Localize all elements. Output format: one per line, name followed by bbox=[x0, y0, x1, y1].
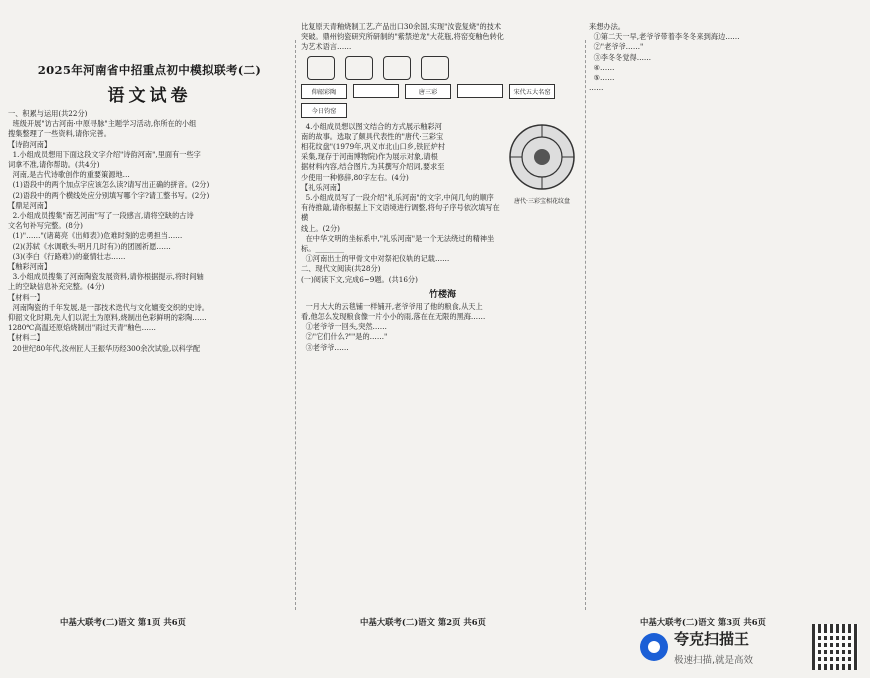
sancai-plate-image bbox=[507, 122, 577, 192]
pottery-icon bbox=[307, 56, 335, 80]
timeline-item: 仰韶彩陶 bbox=[301, 84, 347, 99]
plate-caption: 唐代·三彩宝相花纹盘 bbox=[514, 197, 570, 205]
page-3 bbox=[589, 22, 864, 607]
page-3-body: 来想办法。 ①第二天一早,老爷爷带着李冬冬来到海边…… ②"老爷爷……" ③李冬冬觉得…… ④…… ⑤…… …… bbox=[589, 22, 740, 93]
page-2-body-mid: 4.小组成员想以图文结合的方式展示釉彩河 南的故事。选取了颇具代表性的"唐代·三彩宝 相花纹盘"(1979年,巩义市北山口乡,铁匠炉村 采集,现存于河南博物院)作为展示对象,请根 据材料内容,结合图片,为其撰写介绍词,要求至 少使用一种修辞,80字左右。(4分) 【礼乐河南】 5.小组成员写了一段介绍"礼乐河南"的文字,中间几句的顺序 有待推敲,请你根据上下文语境进行调整,将句子序号依次填写在横 线上。(2分) bbox=[301, 121, 500, 233]
bowl-icon bbox=[383, 56, 411, 80]
story-text: 一月大大的云毯铺一样铺开,老爷爷用了他的粮食,从天上 看,他怎么发现粮食像一片小小的雨,落在在无限的黑海…… ①老爷爷一回头,突然…… ②"它们什么?""是的……" ③老爷爷…… bbox=[301, 301, 486, 352]
scanner-watermark bbox=[640, 628, 753, 666]
page-footer: 中基大联考(二)语文 第3页 共6页 bbox=[640, 617, 766, 627]
qr-code-icon bbox=[812, 624, 858, 670]
story-title: 竹楼海 bbox=[428, 289, 456, 300]
ceramic-icons bbox=[307, 56, 584, 80]
page-1 bbox=[8, 22, 291, 607]
scanner-app-name: 夸克扫描王 bbox=[674, 630, 750, 648]
scanner-slogan: 极速扫描,就是高效 bbox=[674, 655, 754, 666]
page-footer: 中基大联考(二)语文 第1页 共6页 bbox=[60, 617, 186, 627]
exam-subtitle: 语文试卷 bbox=[107, 86, 192, 106]
timeline-flow bbox=[301, 84, 584, 118]
page-2-body-low: 在中华文明的坐标系中,"礼乐河南"是一个无法绕过的精神坐 标。________ ①河南出土的甲骨文中对祭祀仪轨的记载…… 二、现代文阅读(共28分) (一)阅读下文,完成6~9题。(共16分) bbox=[301, 233, 495, 284]
page-2 bbox=[301, 22, 584, 607]
page-divider bbox=[295, 40, 296, 610]
timeline-blank bbox=[353, 84, 399, 98]
page-divider bbox=[585, 40, 586, 610]
vase-icon bbox=[345, 56, 373, 80]
plate-figure bbox=[507, 122, 577, 205]
page-1-body: 一、积累与运用(共22分) 班级开展"访古河南·中原寻脉"主题学习活动,你所在的小组 搜集整理了一些资料,请你完善。 【诗韵河南】 1.小组成员想用下面这段文字介绍"诗韵河南",里面有一些字 词拿不准,请你帮助。(共4分) 河南,是古代诗歌创作的重要策源地… (1)语段中的两个加点字应该怎么读?请写出正确的拼音。(2分) (2)语段中的两个横线处应分别填写哪个字?请工整书写。(2分) 【鼎足河南】 2.小组成员搜集"南艺河南"写了一段感言,请将空缺的古诗 文名句补写完整。(8分) (1)"……"(诸葛亮《出师表》)危难时刻的忠勇担当…… (2)(苏轼《水调歌头·明月几时有》)的团圆祈愿…… (3)(李白《行路难》)的豪情壮志…… 【釉彩河南】 3.小组成员搜集了河南陶瓷发展资料,请你根据提示,将时间轴 上的空缺信息补充完整。(4分) 【材料一】 河南陶瓷的千年发展,是一部技术迭代与文化嬗变交织的史诗。 仰韶文化时期,先人们以泥土为原料,烧制出色彩鲜明的彩陶…… 1280℃高温还原焰烧制出"雨过天青"釉色…… 【材料二】 20世纪80年代,汝州匠人王振华历经300余次试验,以科学配 bbox=[8, 109, 210, 353]
timeline-item: 宋代五大名窑 bbox=[509, 84, 555, 99]
exam-title: 2025年河南省中招重点初中模拟联考(二) bbox=[37, 63, 262, 77]
timeline-blank bbox=[457, 84, 503, 98]
scanner-logo-icon bbox=[640, 633, 668, 661]
jar-icon bbox=[421, 56, 449, 80]
page-2-body-top: 比复原天青釉烧制工艺,产品出口30余国,实现"汝瓷复烧"的技术 突破。鼎州钧瓷研究所研制的"紫禁逆龙"大花瓶,将窑变釉色转化 为艺术语言…… bbox=[301, 22, 504, 52]
page-footer: 中基大联考(二)语文 第2页 共6页 bbox=[360, 617, 486, 627]
timeline-item: 今日钧窑 bbox=[301, 103, 347, 118]
timeline-item: 唐三彩 bbox=[405, 84, 451, 99]
